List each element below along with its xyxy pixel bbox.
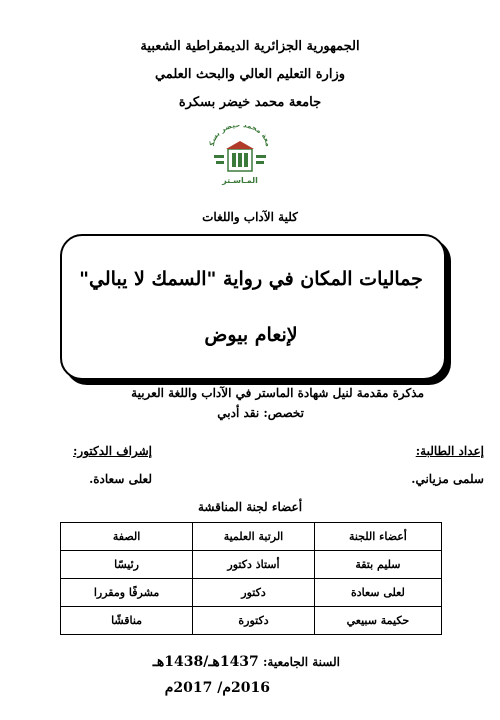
table-cell: لعلى سعادة	[314, 579, 441, 607]
table-row	[61, 607, 442, 635]
supervisor-name: لعلى سعادة.	[89, 472, 152, 486]
faculty-name: كلية الآداب واللغات	[202, 210, 298, 224]
specialty: تخصص: نقد أدبي	[217, 406, 304, 420]
academic-year	[153, 651, 340, 670]
table-cell: رئيسًا	[61, 551, 193, 579]
university-heading: جامعة محمد خيضر بسكرة	[178, 95, 322, 110]
table-header-row	[61, 523, 442, 551]
university-logo-icon	[208, 125, 272, 189]
thesis-title-author: لإنعام بيوض	[204, 324, 298, 346]
logo-arc-text: معة محمد خيضر بسك	[208, 125, 272, 148]
table-header-cell: الرتبة العلمية	[193, 523, 315, 551]
university-logo	[208, 125, 272, 189]
table-row	[61, 579, 442, 607]
logo-bottom-text: المـاسـتر	[222, 176, 258, 185]
student-label: إعداد الطالبة:	[415, 444, 484, 458]
table-cell: دكتورة	[193, 607, 315, 635]
thesis-title: جماليات المكان في رواية "السمك لا يبالي"	[79, 268, 423, 290]
table-row	[61, 551, 442, 579]
republic-heading: الجمهورية الجزائرية الديمقراطية الشعبية	[140, 39, 360, 54]
academic-year-hijri: 1437هـ/1438هـ	[152, 654, 259, 670]
supervisor-label: إشراف الدكتور:	[72, 444, 152, 458]
table-cell: دكتور	[193, 579, 315, 607]
committee-heading: أعضاء لجنة المناقشة	[197, 500, 303, 514]
academic-year-gregorian: 2016م/ 2017م	[164, 680, 270, 696]
student-name: سلمى مزياني.	[411, 472, 484, 486]
table-cell: أستاذ دكتور	[193, 551, 315, 579]
table-cell: مشرفًا ومقررا	[61, 579, 193, 607]
table-header-cell: الصفة	[61, 523, 193, 551]
memo-description: مذكرة مقدمة لنيل شهادة الماستر في الآداب واللغة العربية	[131, 386, 424, 400]
ministry-heading: وزارة التعليم العالي والبحث العلمي	[154, 67, 346, 82]
table-header-cell: أعضاء اللجنة	[314, 523, 441, 551]
committee-table	[60, 522, 442, 635]
table-cell: مناقشًا	[61, 607, 193, 635]
academic-year-label: السنة الجامعية:	[258, 655, 340, 669]
thesis-title-frame	[60, 234, 446, 380]
table-cell: سليم بتقة	[314, 551, 441, 579]
table-cell: حكيمة سبيعي	[314, 607, 441, 635]
